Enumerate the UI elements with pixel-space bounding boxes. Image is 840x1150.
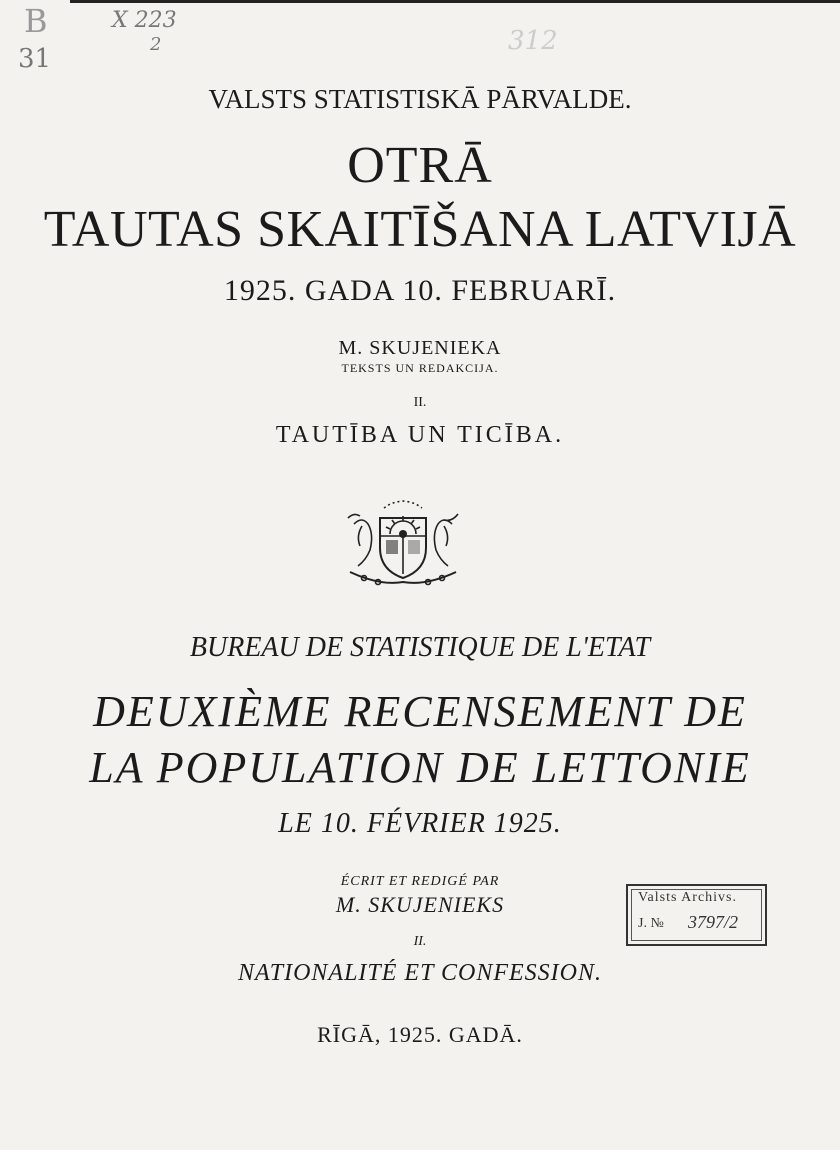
- handwritten-shelf-sub: 2: [150, 34, 162, 55]
- subject-latvian: TAUTĪBA UN TICĪBA.: [275, 422, 565, 448]
- author-french: M. SKUJENIEKS: [335, 892, 505, 917]
- authorship-latvian: TEKSTS UN REDAKCIJA.: [341, 361, 499, 375]
- latvian-coat-of-arms-icon: [340, 494, 466, 590]
- title-french-line-1: DEUXIÈME RECENSEMENT DE: [93, 687, 747, 736]
- title-french-line-2: LA POPULATION DE LETTONIE: [89, 743, 751, 792]
- volume-latvian: II.: [413, 395, 427, 410]
- imprint: RĪGĀ, 1925. GADĀ.: [317, 1022, 523, 1047]
- authorship-french: ÉCRIT ET REDIGÉ PAR: [340, 874, 500, 889]
- archive-stamp-line-1: Valsts Archivs.: [638, 890, 737, 905]
- top-edge-line: [70, 0, 840, 3]
- title-latvian-line-1: OTRĀ: [347, 137, 493, 194]
- author-latvian: M. SKUJENIEKA: [338, 337, 502, 359]
- handwritten-shelf-mark: X 223: [112, 8, 177, 33]
- date-latvian: 1925. GADA 10. FEBRUARĪ.: [223, 274, 617, 307]
- faint-mark: 312: [508, 26, 558, 56]
- office-latvian: VALSTS STATISTISKĀ PĀRVALDE.: [208, 84, 632, 114]
- archive-stamp-number: 3797/2: [688, 912, 739, 932]
- volume-french: II.: [413, 934, 427, 949]
- subject-french: NATIONALITÉ ET CONFESSION.: [237, 960, 603, 986]
- office-french: BUREAU DE STATISTIQUE DE L'ETAT: [189, 632, 651, 663]
- archive-stamp-line-2: J. №: [638, 916, 664, 931]
- date-french: LE 10. FÉVRIER 1925.: [278, 808, 562, 839]
- title-latvian-line-2: TAUTAS SKAITĪŠANA LATVIJĀ: [43, 201, 797, 258]
- handwritten-corner-b: B: [24, 2, 48, 40]
- handwritten-corner-31: 31: [18, 44, 52, 74]
- archive-stamp: [626, 884, 767, 946]
